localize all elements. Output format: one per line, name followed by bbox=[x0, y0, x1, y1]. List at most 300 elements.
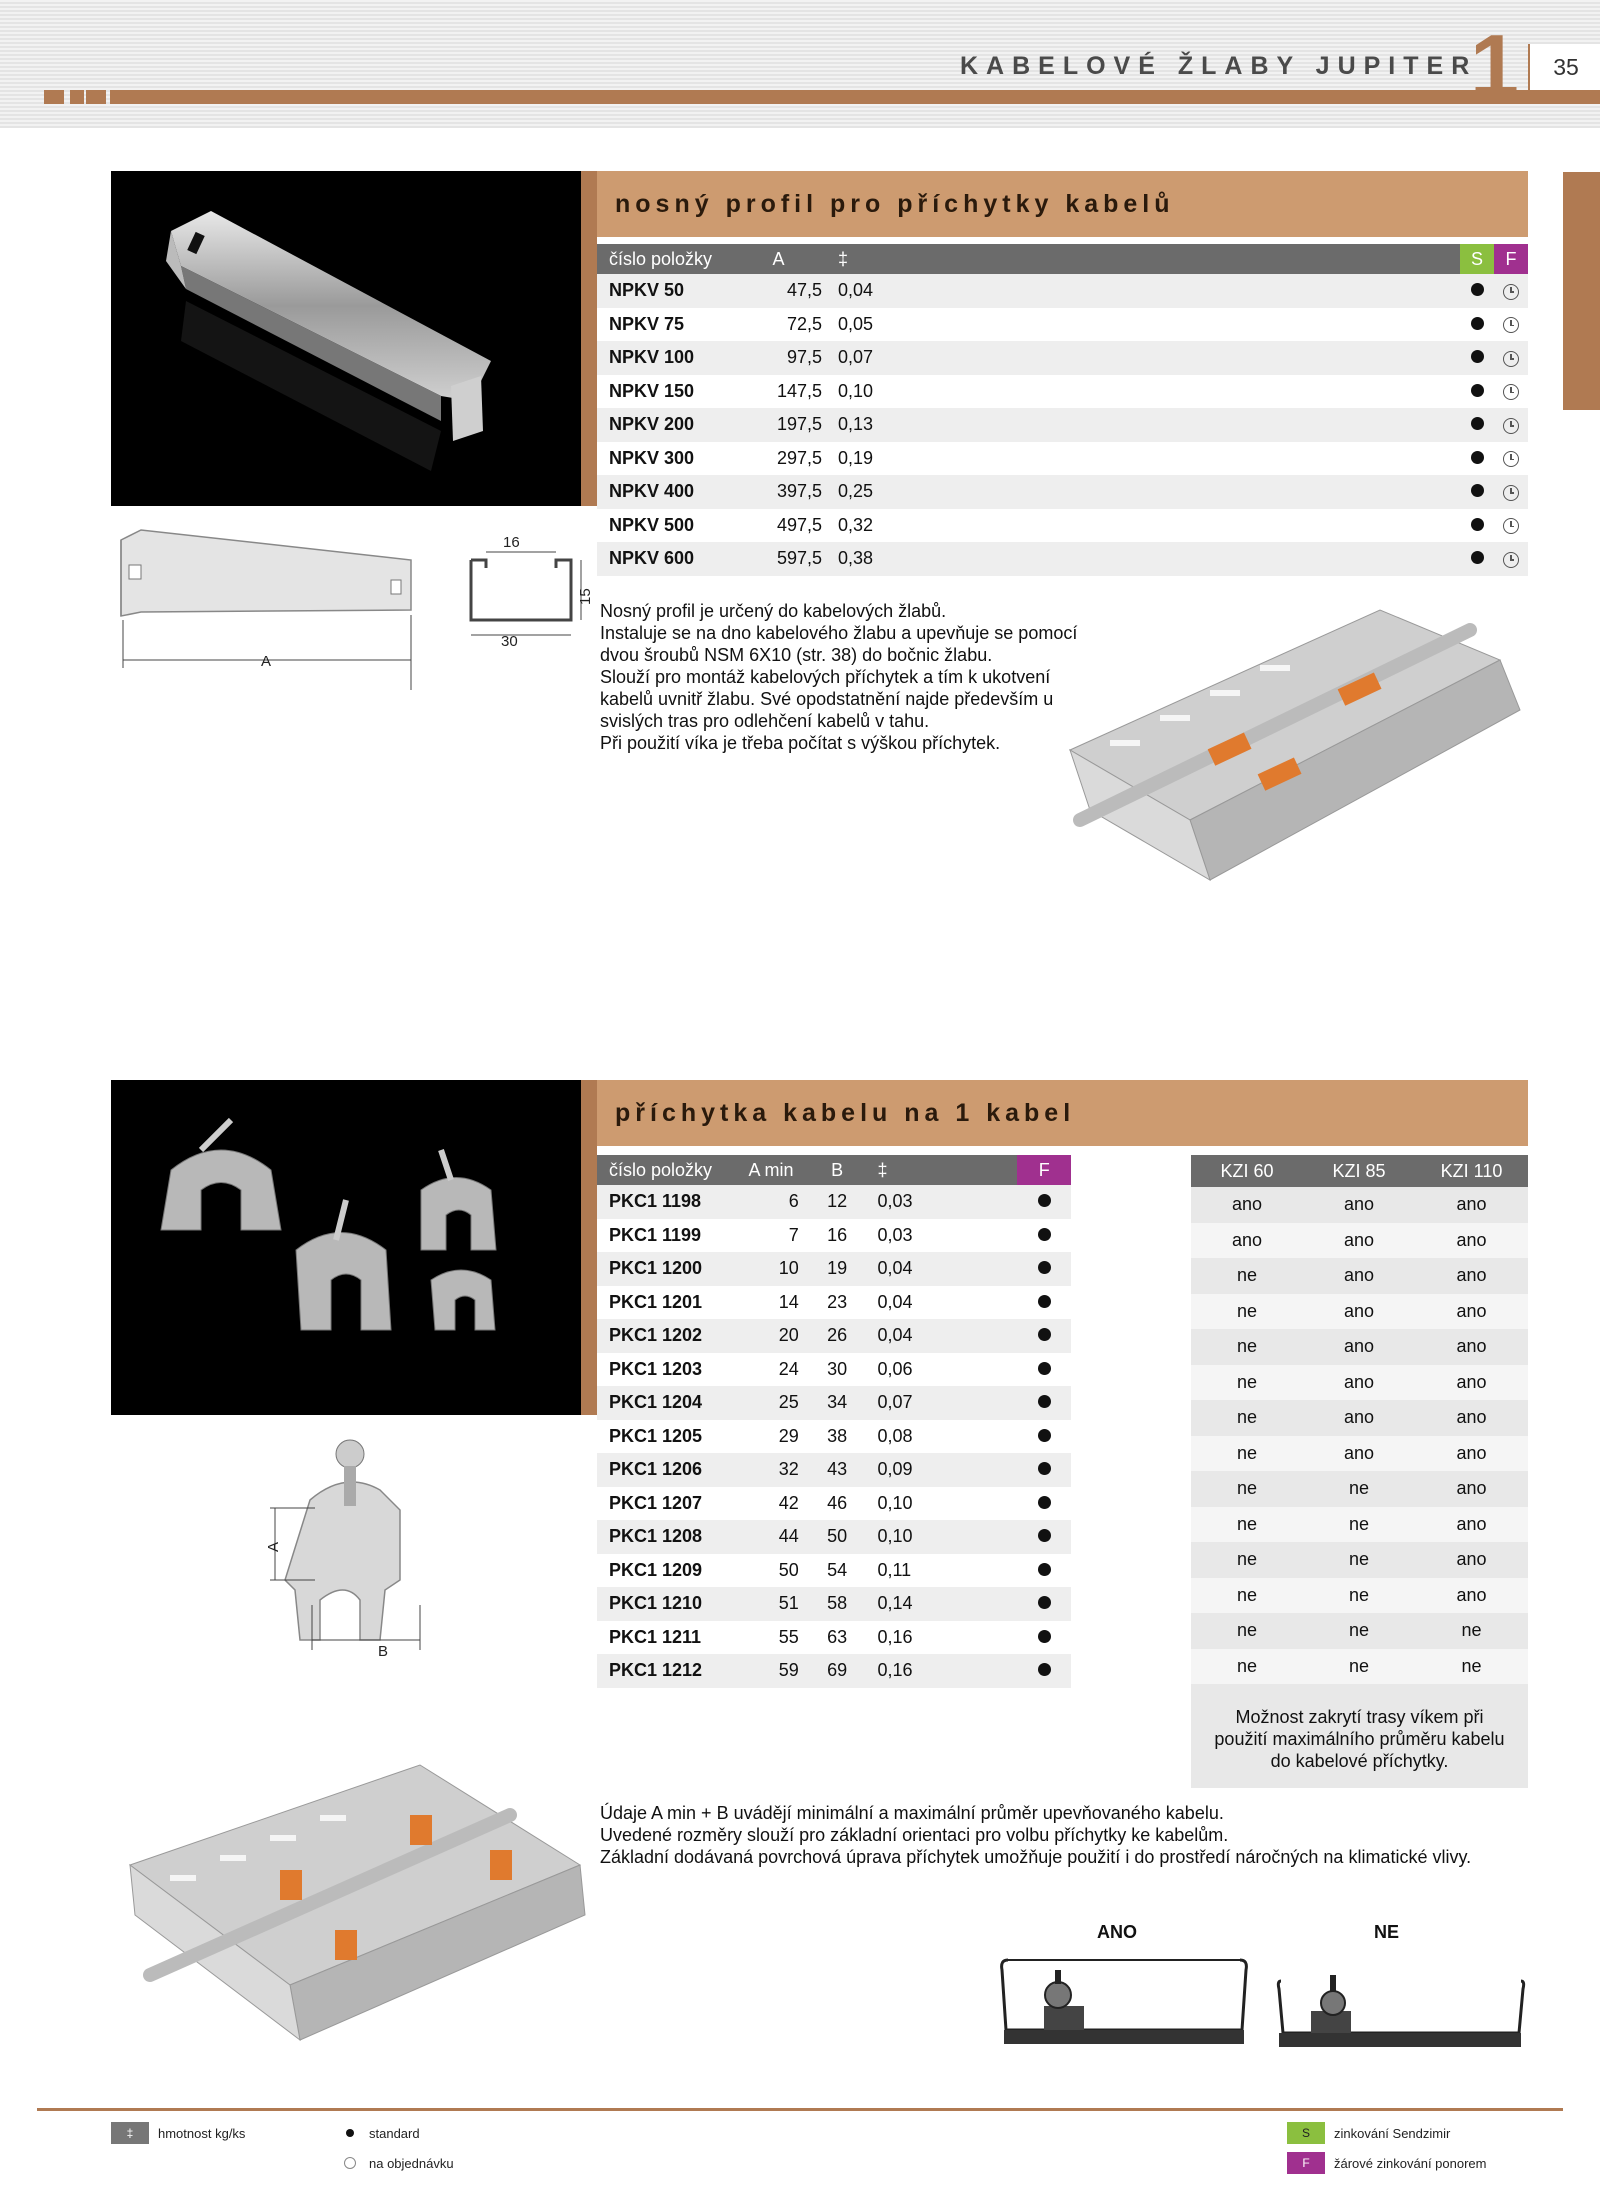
dimension-amin-value: 50 bbox=[733, 1554, 809, 1588]
order-cell bbox=[1494, 542, 1528, 576]
item-code: PKC1 1209 bbox=[597, 1554, 733, 1588]
table-row bbox=[597, 308, 1528, 342]
table-row bbox=[597, 1453, 1071, 1487]
section-heading-clips: příchytka kabelu na 1 kabel bbox=[597, 1080, 1528, 1146]
kzi-note bbox=[1191, 1692, 1528, 1788]
item-code: NPKV 150 bbox=[597, 375, 727, 409]
kzi-value-k110: ano bbox=[1415, 1507, 1528, 1543]
section-heading-profile: nosný profil pro příchytky kabelů bbox=[597, 171, 1528, 237]
weight-value: 0,06 bbox=[865, 1353, 1017, 1387]
kzi-value-k60: ne bbox=[1191, 1649, 1303, 1685]
weight-value: 0,10 bbox=[865, 1520, 1017, 1554]
description-line: Základní dodávaná povrchová úprava příchytek umožňuje použití i do prostředí náročných na klimatické vlivy. bbox=[600, 1847, 1472, 1867]
dimension-amin-value: 6 bbox=[733, 1185, 809, 1219]
item-code: NPKV 600 bbox=[597, 542, 727, 576]
item-code: NPKV 200 bbox=[597, 408, 727, 442]
kzi-value-k85: ano bbox=[1303, 1365, 1415, 1401]
standard-dot-icon bbox=[1038, 1462, 1051, 1475]
standard-cell bbox=[1460, 341, 1494, 375]
table-row bbox=[597, 1353, 1071, 1387]
kzi-row bbox=[1191, 1542, 1528, 1578]
item-code: PKC1 1206 bbox=[597, 1453, 733, 1487]
legend-f-symbol: F bbox=[1287, 2152, 1325, 2174]
standard-dot-icon bbox=[1038, 1496, 1051, 1509]
standard-dot-icon bbox=[1471, 317, 1484, 330]
col-header-code: číslo položky bbox=[597, 1155, 733, 1185]
kzi-row bbox=[1191, 1649, 1528, 1685]
table-header-row bbox=[597, 244, 1528, 274]
kzi-value-k110: ne bbox=[1415, 1649, 1528, 1685]
dimension-amin-value: 42 bbox=[733, 1487, 809, 1521]
dimension-amin-value: 29 bbox=[733, 1420, 809, 1454]
kzi-value-k85: ne bbox=[1303, 1613, 1415, 1649]
standard-dot-icon bbox=[1038, 1328, 1051, 1341]
table-row bbox=[597, 1319, 1071, 1353]
col-header-b: B bbox=[809, 1155, 866, 1185]
standard-cell bbox=[1017, 1621, 1071, 1655]
order-cell bbox=[1494, 408, 1528, 442]
kzi-value-k110: ano bbox=[1415, 1400, 1528, 1436]
item-code: PKC1 1204 bbox=[597, 1386, 733, 1420]
kzi-value-k85: ne bbox=[1303, 1578, 1415, 1614]
clock-icon bbox=[344, 2157, 356, 2169]
weight-value: 0,25 bbox=[830, 475, 1460, 509]
kzi-value-k60: ne bbox=[1191, 1436, 1303, 1472]
kzi-value-k60: ne bbox=[1191, 1578, 1303, 1614]
kzi-value-k85: ano bbox=[1303, 1400, 1415, 1436]
weight-value: 0,19 bbox=[830, 442, 1460, 476]
standard-cell bbox=[1017, 1554, 1071, 1588]
page-number: 35 bbox=[1528, 44, 1602, 90]
standard-dot-icon bbox=[1038, 1362, 1051, 1375]
table-row bbox=[597, 274, 1528, 308]
standard-cell bbox=[1017, 1319, 1071, 1353]
table-row bbox=[597, 542, 1528, 576]
kzi-value-k60: ne bbox=[1191, 1613, 1303, 1649]
kzi-value-k85: ano bbox=[1303, 1223, 1415, 1259]
kzi-value-k60: ne bbox=[1191, 1542, 1303, 1578]
table-row bbox=[597, 408, 1528, 442]
col-header-weight: ‡ bbox=[830, 244, 1460, 274]
kzi-row bbox=[1191, 1400, 1528, 1436]
weight-value: 0,16 bbox=[865, 1654, 1017, 1688]
dimension-b-value: 12 bbox=[809, 1185, 866, 1219]
kzi-value-k85: ne bbox=[1303, 1649, 1415, 1685]
standard-cell bbox=[1460, 274, 1494, 308]
tray-illustration-profile bbox=[1050, 590, 1530, 910]
standard-dot-icon bbox=[1038, 1596, 1051, 1609]
dimension-amin-value: 14 bbox=[733, 1286, 809, 1320]
dimension-amin-value: 44 bbox=[733, 1520, 809, 1554]
item-code: PKC1 1210 bbox=[597, 1587, 733, 1621]
description-line: Při použití víka je třeba počítat s výškou příchytek. bbox=[600, 733, 1001, 753]
description-line: Nosný profil je určený do kabelových žlabů. bbox=[600, 601, 947, 621]
standard-cell bbox=[1017, 1654, 1071, 1688]
dimension-top: 16 bbox=[503, 534, 520, 551]
standard-dot-icon bbox=[1471, 283, 1484, 296]
weight-value: 0,16 bbox=[865, 1621, 1017, 1655]
chapter-side-tab bbox=[1563, 172, 1600, 410]
kzi-header-row bbox=[1191, 1155, 1528, 1187]
dimension-b-value: 19 bbox=[809, 1252, 866, 1286]
header-decoration bbox=[70, 90, 84, 104]
order-cell bbox=[1494, 375, 1528, 409]
order-cell bbox=[1494, 341, 1528, 375]
standard-cell bbox=[1017, 1286, 1071, 1320]
standard-cell bbox=[1460, 509, 1494, 543]
standard-dot-icon bbox=[1471, 518, 1484, 531]
kzi-row bbox=[1191, 1187, 1528, 1223]
weight-value: 0,10 bbox=[865, 1487, 1017, 1521]
profile-photo-drawing bbox=[111, 171, 581, 506]
table-row bbox=[597, 1554, 1071, 1588]
dimension-a-value: 47,5 bbox=[727, 274, 830, 308]
dimension-b-value: 34 bbox=[809, 1386, 866, 1420]
dimension-side: 15 bbox=[577, 588, 594, 605]
table-row bbox=[597, 475, 1528, 509]
kzi-value-k110: ano bbox=[1415, 1436, 1528, 1472]
kzi-row bbox=[1191, 1223, 1528, 1259]
tray-section-ano bbox=[998, 1950, 1248, 2060]
clock-icon bbox=[1503, 552, 1519, 568]
standard-dot-icon bbox=[1038, 1563, 1051, 1576]
item-code: PKC1 1202 bbox=[597, 1319, 733, 1353]
product-photo-clips bbox=[111, 1080, 581, 1415]
table-row bbox=[597, 1386, 1071, 1420]
kzi-header-110: KZI 110 bbox=[1415, 1155, 1528, 1187]
kzi-header-85: KZI 85 bbox=[1303, 1155, 1415, 1187]
profile-table bbox=[597, 244, 1528, 576]
clips-photo-drawing bbox=[111, 1080, 581, 1415]
kzi-value-k85: ano bbox=[1303, 1294, 1415, 1330]
clock-icon bbox=[1503, 284, 1519, 300]
weight-value: 0,11 bbox=[865, 1554, 1017, 1588]
standard-dot-icon bbox=[1038, 1194, 1051, 1207]
col-header-f: F bbox=[1017, 1155, 1071, 1185]
kzi-row bbox=[1191, 1258, 1528, 1294]
weight-value: 0,07 bbox=[865, 1386, 1017, 1420]
standard-cell bbox=[1460, 442, 1494, 476]
photo-accent-bar bbox=[581, 1080, 597, 1415]
dimension-amin-value: 24 bbox=[733, 1353, 809, 1387]
weight-value: 0,38 bbox=[830, 542, 1460, 576]
clock-icon bbox=[1503, 351, 1519, 367]
weight-value: 0,03 bbox=[865, 1185, 1017, 1219]
footer-rule bbox=[37, 2108, 1563, 2111]
standard-cell bbox=[1017, 1587, 1071, 1621]
kzi-value-k110: ano bbox=[1415, 1258, 1528, 1294]
table-header-row bbox=[597, 1155, 1071, 1185]
col-header-weight: ‡ bbox=[865, 1155, 1017, 1185]
standard-dot-icon bbox=[1038, 1261, 1051, 1274]
standard-cell bbox=[1017, 1420, 1071, 1454]
dimension-b-value: 46 bbox=[809, 1487, 866, 1521]
description-line: kabelů uvnitř žlabu. Své opodstatnění najde především u bbox=[600, 689, 1054, 709]
table-row bbox=[597, 341, 1528, 375]
standard-dot-icon bbox=[1038, 1630, 1051, 1643]
kzi-note-line: do kabelové příchytky. bbox=[1270, 1751, 1449, 1771]
table-row bbox=[597, 1520, 1071, 1554]
standard-dot-icon bbox=[1038, 1663, 1051, 1676]
clip-technical-drawing bbox=[250, 1430, 450, 1660]
kzi-value-k85: ne bbox=[1303, 1471, 1415, 1507]
label-ne: NE bbox=[1374, 1922, 1400, 1942]
dimension-b: B bbox=[378, 1643, 389, 1660]
dimension-a-value: 72,5 bbox=[727, 308, 830, 342]
standard-cell bbox=[1017, 1386, 1071, 1420]
legend-weight-symbol: ‡ bbox=[111, 2122, 149, 2144]
dimension-a-value: 497,5 bbox=[727, 509, 830, 543]
table-row bbox=[597, 442, 1528, 476]
standard-cell bbox=[1017, 1453, 1071, 1487]
clock-icon bbox=[1503, 418, 1519, 434]
kzi-value-k110: ano bbox=[1415, 1542, 1528, 1578]
clock-icon bbox=[1503, 451, 1519, 467]
kzi-value-k60: ne bbox=[1191, 1471, 1303, 1507]
legend-on-order-label: na objednávku bbox=[369, 2156, 454, 2171]
kzi-value-k110: ano bbox=[1415, 1329, 1528, 1365]
kzi-value-k110: ano bbox=[1415, 1578, 1528, 1614]
kzi-note-line: použití maximálního průměru kabelu bbox=[1214, 1729, 1505, 1749]
kzi-value-k110: ano bbox=[1415, 1365, 1528, 1401]
description-line: Uvedené rozměry slouží pro základní orientaci pro volbu příchytky ke kabelům. bbox=[600, 1825, 1229, 1845]
kzi-row bbox=[1191, 1365, 1528, 1401]
dimension-amin-value: 59 bbox=[733, 1654, 809, 1688]
weight-value: 0,08 bbox=[865, 1420, 1017, 1454]
order-cell bbox=[1494, 475, 1528, 509]
page-title: KABELOVÉ ŽLABY JUPITER bbox=[960, 52, 1478, 80]
standard-dot-icon bbox=[1471, 551, 1484, 564]
standard-dot-icon bbox=[1038, 1429, 1051, 1442]
kzi-value-k60: ne bbox=[1191, 1329, 1303, 1365]
kzi-value-k85: ne bbox=[1303, 1507, 1415, 1543]
kzi-row bbox=[1191, 1613, 1528, 1649]
table-row bbox=[597, 509, 1528, 543]
dimension-b-value: 38 bbox=[809, 1420, 866, 1454]
item-code: PKC1 1199 bbox=[597, 1219, 733, 1253]
weight-value: 0,04 bbox=[865, 1286, 1017, 1320]
item-code: NPKV 100 bbox=[597, 341, 727, 375]
kzi-value-k60: ano bbox=[1191, 1187, 1303, 1223]
dimension-amin-value: 20 bbox=[733, 1319, 809, 1353]
kzi-value-k110: ano bbox=[1415, 1187, 1528, 1223]
product-photo-profile bbox=[111, 171, 581, 506]
description-line: dvou šroubů NSM 6X10 (str. 38) do bočnic žlabu. bbox=[600, 645, 993, 665]
dimension-amin-value: 51 bbox=[733, 1587, 809, 1621]
col-header-a: A bbox=[727, 244, 830, 274]
dimension-b-value: 54 bbox=[809, 1554, 866, 1588]
table-row bbox=[597, 1587, 1071, 1621]
profile-description bbox=[600, 600, 1092, 754]
clock-icon bbox=[1503, 384, 1519, 400]
weight-value: 0,04 bbox=[830, 274, 1460, 308]
col-header-s: S bbox=[1460, 244, 1494, 274]
standard-dot-icon bbox=[1038, 1295, 1051, 1308]
profile-technical-drawing bbox=[111, 520, 594, 700]
col-header-amin: A min bbox=[733, 1155, 809, 1185]
clock-icon bbox=[1503, 317, 1519, 333]
photo-accent-bar bbox=[581, 171, 597, 506]
legend-weight-label: hmotnost kg/ks bbox=[158, 2126, 246, 2141]
standard-dot-icon bbox=[1038, 1529, 1051, 1542]
item-code: NPKV 500 bbox=[597, 509, 727, 543]
item-code: NPKV 400 bbox=[597, 475, 727, 509]
item-code: PKC1 1201 bbox=[597, 1286, 733, 1320]
standard-cell bbox=[1017, 1219, 1071, 1253]
clips-table bbox=[597, 1155, 1071, 1688]
clips-description bbox=[600, 1802, 1520, 1868]
legend-s-label: zinkování Sendzimir bbox=[1334, 2126, 1451, 2141]
standard-dot-icon bbox=[1471, 417, 1484, 430]
item-code: PKC1 1205 bbox=[597, 1420, 733, 1454]
order-cell bbox=[1494, 308, 1528, 342]
weight-value: 0,09 bbox=[865, 1453, 1017, 1487]
legend-standard-label: standard bbox=[369, 2126, 420, 2141]
kzi-value-k110: ano bbox=[1415, 1471, 1528, 1507]
item-code: PKC1 1203 bbox=[597, 1353, 733, 1387]
dimension-a-value: 597,5 bbox=[727, 542, 830, 576]
kzi-value-k85: ano bbox=[1303, 1436, 1415, 1472]
weight-value: 0,04 bbox=[865, 1252, 1017, 1286]
item-code: PKC1 1208 bbox=[597, 1520, 733, 1554]
item-code: NPKV 300 bbox=[597, 442, 727, 476]
table-row bbox=[597, 1286, 1071, 1320]
item-code: NPKV 75 bbox=[597, 308, 727, 342]
standard-dot-icon bbox=[1471, 484, 1484, 497]
description-line: Údaje A min + B uvádějí minimální a maximální průměr upevňovaného kabelu. bbox=[600, 1803, 1224, 1823]
dimension-a: A bbox=[265, 1541, 282, 1552]
order-cell bbox=[1494, 274, 1528, 308]
standard-dot-icon bbox=[1038, 1395, 1051, 1408]
standard-cell bbox=[1017, 1520, 1071, 1554]
dimension-b-value: 30 bbox=[809, 1353, 866, 1387]
header-bar bbox=[110, 90, 1600, 104]
table-row bbox=[597, 375, 1528, 409]
dimension-a-value: 397,5 bbox=[727, 475, 830, 509]
table-row bbox=[597, 1185, 1071, 1219]
tray-illustration-clips bbox=[110, 1755, 590, 2055]
item-code: PKC1 1200 bbox=[597, 1252, 733, 1286]
dimension-b-value: 23 bbox=[809, 1286, 866, 1320]
kzi-value-k110: ano bbox=[1415, 1294, 1528, 1330]
item-code: PKC1 1198 bbox=[597, 1185, 733, 1219]
legend-f-label: žárové zinkování ponorem bbox=[1334, 2156, 1487, 2171]
dimension-a-value: 197,5 bbox=[727, 408, 830, 442]
weight-value: 0,10 bbox=[830, 375, 1460, 409]
dimension-b-value: 69 bbox=[809, 1654, 866, 1688]
dimension-amin-value: 10 bbox=[733, 1252, 809, 1286]
standard-cell bbox=[1460, 308, 1494, 342]
description-line: svislých tras pro odlehčení kabelů v tahu. bbox=[600, 711, 930, 731]
kzi-row bbox=[1191, 1329, 1528, 1365]
dimension-amin-value: 32 bbox=[733, 1453, 809, 1487]
kzi-row bbox=[1191, 1471, 1528, 1507]
dimension-amin-value: 7 bbox=[733, 1219, 809, 1253]
weight-value: 0,13 bbox=[830, 408, 1460, 442]
kzi-value-k60: ne bbox=[1191, 1294, 1303, 1330]
col-header-f: F bbox=[1494, 244, 1528, 274]
weight-value: 0,32 bbox=[830, 509, 1460, 543]
dimension-amin-value: 55 bbox=[733, 1621, 809, 1655]
kzi-value-k60: ano bbox=[1191, 1223, 1303, 1259]
kzi-value-k60: ne bbox=[1191, 1365, 1303, 1401]
clock-icon bbox=[1503, 518, 1519, 534]
kzi-value-k60: ne bbox=[1191, 1400, 1303, 1436]
weight-value: 0,04 bbox=[865, 1319, 1017, 1353]
table-row bbox=[597, 1219, 1071, 1253]
header-decoration bbox=[86, 90, 106, 104]
table-row bbox=[597, 1654, 1071, 1688]
chapter-number: 1 bbox=[1470, 16, 1519, 115]
dimension-b-value: 26 bbox=[809, 1319, 866, 1353]
weight-value: 0,07 bbox=[830, 341, 1460, 375]
description-line: Slouží pro montáž kabelových příchytek a tím k ukotvení bbox=[600, 667, 1051, 687]
tray-section-ne bbox=[1275, 1975, 1525, 2060]
kzi-value-k60: ne bbox=[1191, 1258, 1303, 1294]
kzi-compatibility-table bbox=[1191, 1155, 1528, 1720]
kzi-header-60: KZI 60 bbox=[1191, 1155, 1303, 1187]
standard-cell bbox=[1460, 542, 1494, 576]
table-row bbox=[597, 1621, 1071, 1655]
standard-cell bbox=[1017, 1487, 1071, 1521]
standard-cell bbox=[1017, 1185, 1071, 1219]
kzi-row bbox=[1191, 1436, 1528, 1472]
kzi-value-k60: ne bbox=[1191, 1507, 1303, 1543]
kzi-value-k85: ano bbox=[1303, 1258, 1415, 1294]
weight-value: 0,14 bbox=[865, 1587, 1017, 1621]
kzi-row bbox=[1191, 1294, 1528, 1330]
table-row bbox=[597, 1420, 1071, 1454]
dimension-a-value: 147,5 bbox=[727, 375, 830, 409]
col-header-code: číslo položky bbox=[597, 244, 727, 274]
clock-icon bbox=[1503, 485, 1519, 501]
standard-cell bbox=[1017, 1353, 1071, 1387]
dimension-a-value: 97,5 bbox=[727, 341, 830, 375]
kzi-value-k85: ano bbox=[1303, 1329, 1415, 1365]
dimension-a-value: 297,5 bbox=[727, 442, 830, 476]
header-decoration bbox=[44, 90, 64, 104]
weight-value: 0,05 bbox=[830, 308, 1460, 342]
kzi-row bbox=[1191, 1578, 1528, 1614]
kzi-value-k110: ano bbox=[1415, 1223, 1528, 1259]
standard-dot-icon bbox=[1471, 350, 1484, 363]
kzi-note-line: Možnost zakrytí trasy víkem při bbox=[1235, 1707, 1484, 1727]
standard-dot-icon bbox=[1471, 384, 1484, 397]
dimension-amin-value: 25 bbox=[733, 1386, 809, 1420]
weight-value: 0,03 bbox=[865, 1219, 1017, 1253]
standard-cell bbox=[1017, 1252, 1071, 1286]
dimension-b-value: 58 bbox=[809, 1587, 866, 1621]
kzi-value-k85: ne bbox=[1303, 1542, 1415, 1578]
dimension-length: A bbox=[261, 653, 272, 670]
standard-dot-icon bbox=[1038, 1228, 1051, 1241]
dimension-b-value: 50 bbox=[809, 1520, 866, 1554]
kzi-value-k110: ne bbox=[1415, 1613, 1528, 1649]
table-row bbox=[597, 1252, 1071, 1286]
standard-dot-icon bbox=[346, 2129, 354, 2137]
order-cell bbox=[1494, 442, 1528, 476]
dimension-b-value: 16 bbox=[809, 1219, 866, 1253]
kzi-row bbox=[1191, 1507, 1528, 1543]
legend-s-symbol: S bbox=[1287, 2122, 1325, 2144]
item-code: NPKV 50 bbox=[597, 274, 727, 308]
dimension-b-value: 43 bbox=[809, 1453, 866, 1487]
kzi-value-k85: ano bbox=[1303, 1187, 1415, 1223]
description-line: Instaluje se na dno kabelového žlabu a upevňuje se pomocí bbox=[600, 623, 1078, 643]
item-code: PKC1 1207 bbox=[597, 1487, 733, 1521]
standard-cell bbox=[1460, 375, 1494, 409]
standard-dot-icon bbox=[1471, 451, 1484, 464]
